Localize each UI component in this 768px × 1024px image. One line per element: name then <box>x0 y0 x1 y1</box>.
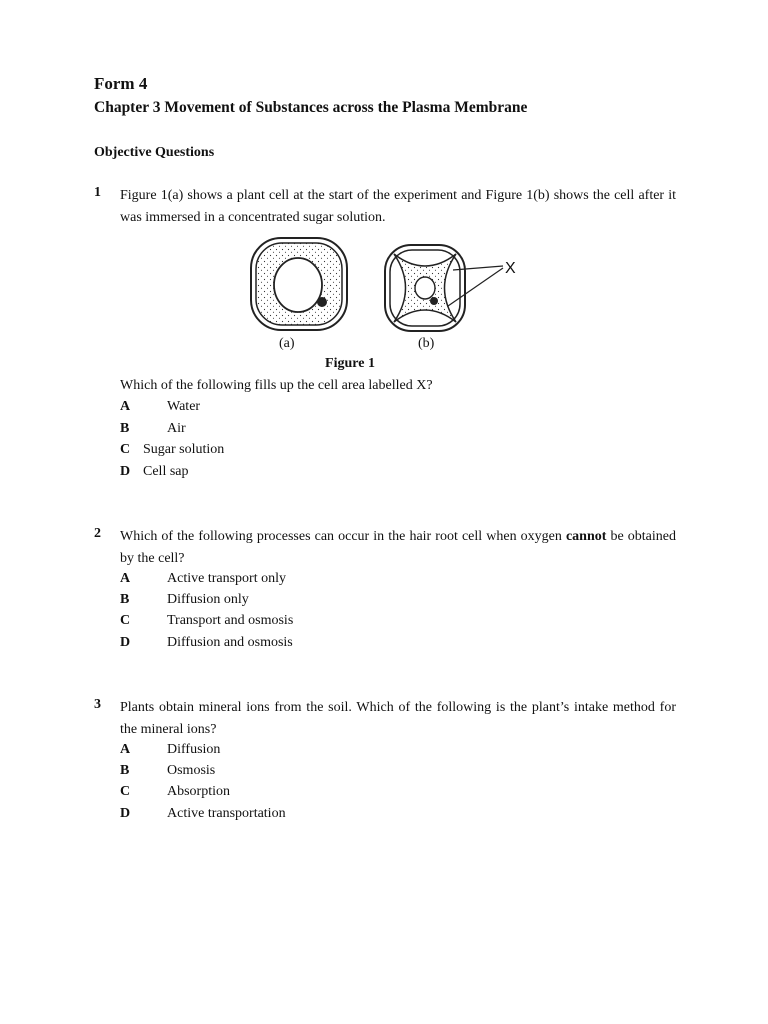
option-letter: C <box>120 613 131 628</box>
question-1-option-c[interactable] <box>120 439 224 461</box>
question-3-option-d[interactable] <box>120 803 286 825</box>
cell-a-diagram <box>251 238 347 330</box>
option-text: Water <box>167 399 201 414</box>
figure-label-x: X <box>505 260 516 277</box>
figure-caption: Figure 1 <box>325 356 375 371</box>
question-1-option-a[interactable] <box>120 396 200 418</box>
question-3-option-a[interactable] <box>120 739 220 761</box>
question-2-option-b[interactable] <box>120 589 249 611</box>
option-text: Diffusion only <box>167 592 249 607</box>
cell-b-diagram <box>385 245 503 331</box>
option-text: Transport and osmosis <box>167 613 294 628</box>
option-letter: D <box>120 464 131 479</box>
question-3-option-b[interactable] <box>120 760 215 782</box>
question-2-emphasis: cannot <box>565 529 607 544</box>
option-text: Sugar solution <box>143 442 225 457</box>
option-text: Diffusion and osmosis <box>167 635 293 650</box>
option-letter: B <box>120 763 130 778</box>
option-letter: C <box>120 784 131 799</box>
question-3-text: Plants obtain mineral ions from the soil. Which of the following is the plant’s intake method for the mineral ions? <box>120 700 676 737</box>
option-letter: B <box>120 421 130 436</box>
question-2-option-a[interactable] <box>120 568 286 590</box>
option-letter: A <box>120 571 131 586</box>
option-text: Active transport only <box>167 571 286 586</box>
option-letter: D <box>120 806 131 821</box>
question-1-option-b[interactable] <box>120 418 186 440</box>
question-1-number: 1 <box>94 185 101 200</box>
question-1-text: Figure 1(a) shows a plant cell at the start of the experiment and Figure 1(b) shows the cell after it was immersed in a concentrated sugar solution. <box>120 188 676 225</box>
figure-sub-b: (b) <box>418 336 435 351</box>
option-letter: D <box>120 635 131 650</box>
section-title: Objective Questions <box>94 145 215 160</box>
option-text: Osmosis <box>167 763 216 778</box>
question-2-number: 2 <box>94 526 101 541</box>
question-2-text-before: Which of the following processes can occur in the hair root cell when oxygen <box>120 529 566 544</box>
option-text: Diffusion <box>167 742 221 757</box>
question-3-number: 3 <box>94 697 101 712</box>
form-title: Form 4 <box>94 74 148 93</box>
option-letter: A <box>120 399 131 414</box>
option-text: Absorption <box>167 784 230 799</box>
option-text: Cell sap <box>143 464 189 479</box>
question-2-text <box>120 526 676 569</box>
question-3-option-c[interactable] <box>120 781 230 803</box>
option-letter: A <box>120 742 131 757</box>
question-2-option-c[interactable] <box>120 610 293 632</box>
figure-1-diagram <box>245 230 520 334</box>
figure-sub-a: (a) <box>279 336 295 351</box>
chapter-title: Chapter 3 Movement of Substances across the Plasma Membrane <box>94 99 528 116</box>
question-1-option-d[interactable] <box>120 461 189 483</box>
option-text: Active transportation <box>167 806 286 821</box>
question-1-prompt: Which of the following fills up the cell area labelled X? <box>120 378 433 393</box>
option-letter: B <box>120 592 130 607</box>
option-letter: C <box>120 442 131 457</box>
question-2-text-after: be obtained by the cell? <box>120 529 676 566</box>
question-2-option-d[interactable] <box>120 632 293 654</box>
option-text: Air <box>167 421 186 436</box>
